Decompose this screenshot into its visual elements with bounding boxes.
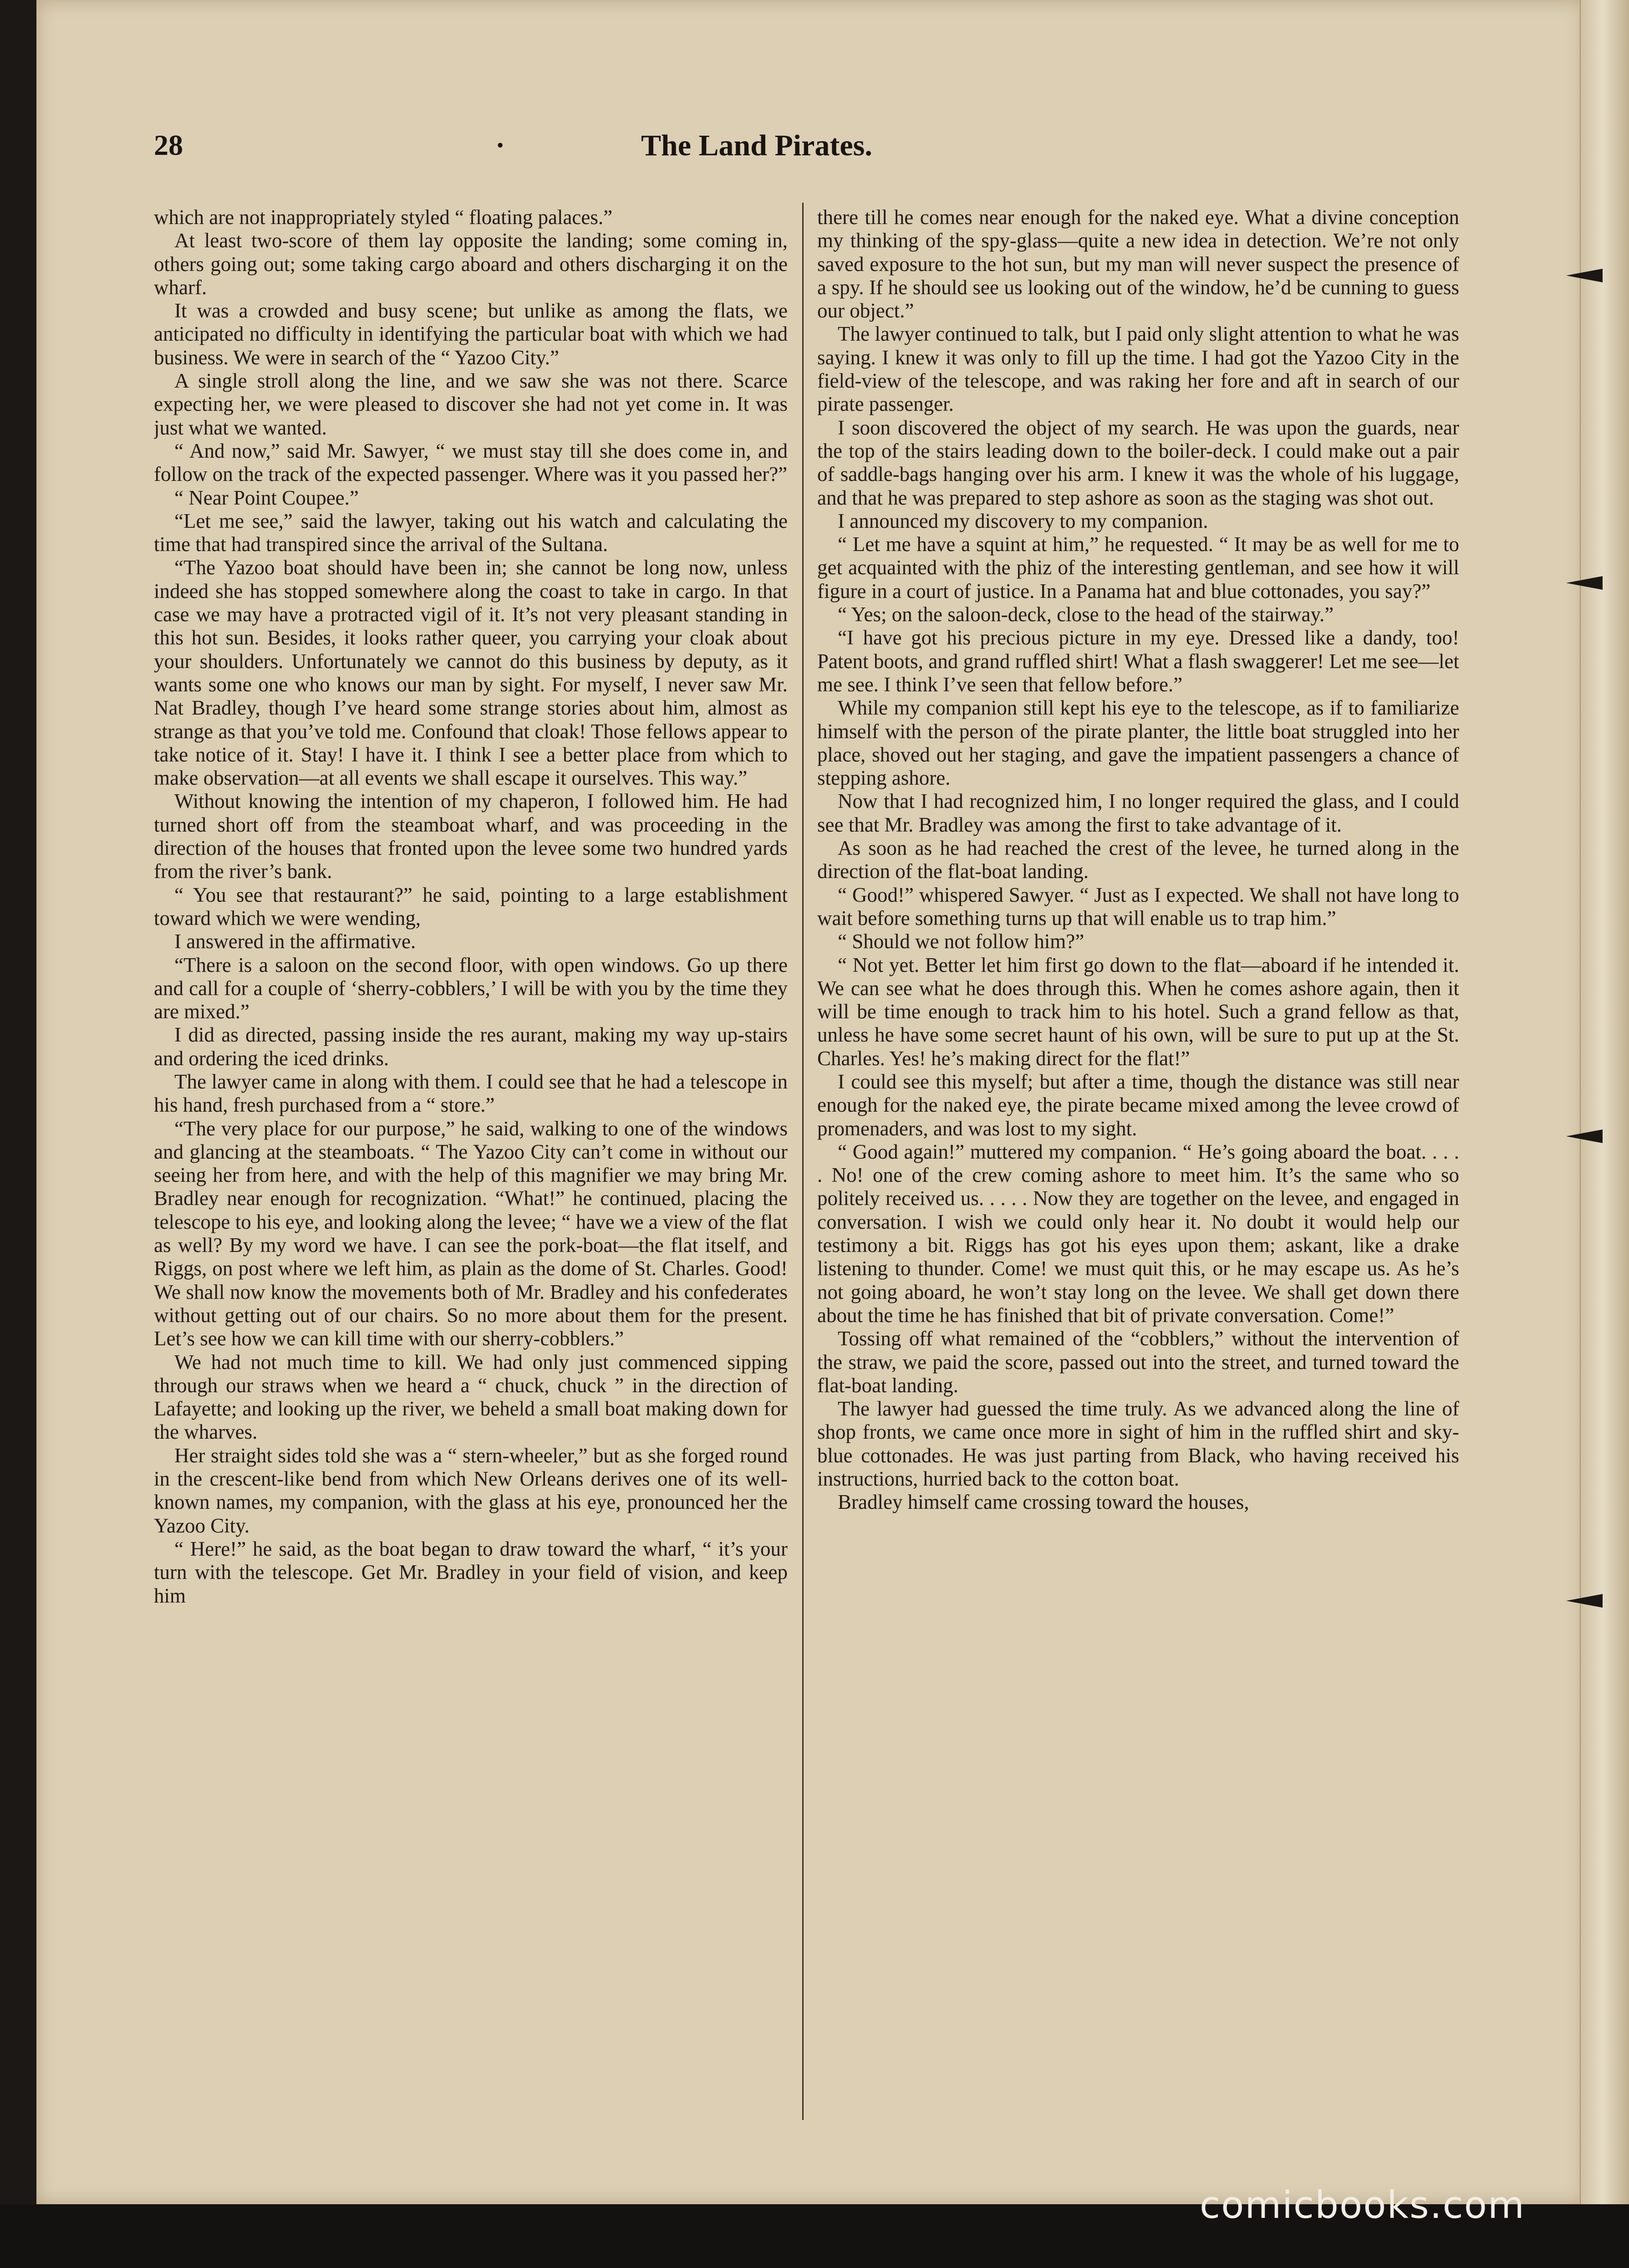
paragraph: “ Near Point Coupee.” xyxy=(174,486,359,509)
paragraph: The lawyer came in along with them. I could see that he had a telescope in his hand, fresh purchased from a “ store.” xyxy=(154,1070,788,1117)
page-edge xyxy=(1580,0,1629,2204)
paragraph: Now that I had recognized him, I no longer required the glass, and I could see that Mr. Bradley was among the first to take advantage of it. xyxy=(817,790,1459,836)
paragraph: “The very place for our purpose,” he said, walking to one of the windows and glancing at the steamboats. “ The Yazoo City can’t come in without our seeing her from here, and with the help of this magnifier we may bring Mr. Bradley near enough for recognization. “What!” he continued, placing the telescope to his eye, and looking along the levee; “ have we a view of the flat as well? By my word we have. I can see the pork-boat—the flat itself, and Riggs, on post where we left him, as plain as the dome of St. Charles. Good! We shall now know the movements both of Mr. Bradley and his confederates without getting out of our chairs. So no more about them for the present. Let’s see how we can kill time with our sherry-cobblers.” xyxy=(154,1117,788,1350)
paragraph: “ Should we not follow him?” xyxy=(838,930,1084,953)
paragraph: “The Yazoo boat should have been in; she cannot be long now, unless indeed she has stopped somewhere along the coast to take in cargo. In that case we may have a protracted vigil of it. It’s not very pleasant standing in this hot sun. Besides, it looks rather queer, you carrying your cloak about your shoulders. Unfortunately we cannot do this business by deputy, as it wants some one who knows our man by sight. For myself, I never saw Mr. Nat Bradley, though I’ve heard some strange stories about him, almost as strange as that you’ve told me. Confound that cloak! Those fellows appear to take notice of it. Stay! I have it. I think I see a better place from which to make observation—at all events we shall escape it ourselves. This way.” xyxy=(154,556,788,790)
paragraph: The lawyer continued to talk, but I paid only slight attention to what he was saying. I knew it was only to fill up the time. I had got the Yazoo City in the field-view of the telescope, and was raking her fore and aft in search of our pirate passenger. xyxy=(817,322,1459,416)
paragraph: We had not much time to kill. We had only just commenced sipping through our straws when we heard a “ chuck, chuck ” in the direction of Lafayette; and looking up the river, we beheld a small boat making down for the wharves. xyxy=(154,1350,788,1444)
paragraph: I did as directed, passing inside the res aurant, making my way up-stairs and ordering the iced drinks. xyxy=(154,1023,788,1070)
header-separator: · xyxy=(495,129,505,161)
paragraph: “ You see that restaurant?” he said, pointing to a large establishment toward which we were wending, xyxy=(154,883,788,930)
paragraph: The lawyer had guessed the time truly. As we advanced along the line of shop fronts, we came once more in sight of him in the ruffled shirt and sky-blue cottonades. He was just parting from Black, who having received his instructions, hurried back to the cotton boat. xyxy=(817,1397,1459,1491)
paragraph: As soon as he had reached the crest of the levee, he turned along in the direction of the flat-boat landing. xyxy=(817,837,1459,883)
paragraph: there till he comes near enough for the naked eye. What a divine conception my thinking of the spy-glass—quite a new idea in detection. We’re not only saved exposure to the hot sun, but my man will never suspect the presence of a spy. If he should see us looking out of the window, he’d be cunning to guess our object.” xyxy=(817,206,1459,322)
paragraph: I answered in the affirmative. xyxy=(174,930,416,953)
paragraph: “ Good!” whispered Sawyer. “ Just as I expected. We shall not have long to wait before something turns up that will enable us to trap him.” xyxy=(817,883,1459,930)
paragraph: “ Yes; on the saloon-deck, close to the head of the stairway.” xyxy=(838,603,1334,626)
paragraph: At least two-score of them lay opposite the landing; some coming in, others going out; some taking cargo aboard and others discharging it on the wharf. xyxy=(154,229,788,299)
paragraph: “I have got his precious picture in my eye. Dressed like a dandy, too! Patent boots, and grand ruffled shirt! What a flash swaggerer! Let me see—let me see. I think I’ve seen that fellow before.” xyxy=(817,626,1459,696)
paragraph: I could see this myself; but after a time, though the distance was still near enough for the naked eye, the pirate became mixed among the levee crowd of promenaders, and was lost to my sight. xyxy=(817,1070,1459,1140)
paragraph: Her straight sides told she was a “ stern-wheeler,” but as she forged round in the crescent-like bend from which New Orleans derives one of its well-known names, my companion, with the glass at his eye, pronounced her the Yazoo City. xyxy=(154,1444,788,1537)
paragraph: “ Here!” he said, as the boat began to draw toward the wharf, “ it’s your turn with the telescope. Get Mr. Bradley in your field of vision, and keep him xyxy=(154,1537,788,1607)
paragraph: “ Let me have a squint at him,” he requested. “ It may be as well for me to get acquainted with the phiz of the interesting gentleman, and see how it will figure in a court of justice. In a Panama hat and blue cottonades, you say?” xyxy=(817,533,1459,603)
paragraph: “ And now,” said Mr. Sawyer, “ we must stay till she does come in, and follow on the track of the expected passenger. Where was it you passed her?” xyxy=(154,439,788,486)
page-title: The Land Pirates. xyxy=(641,129,872,162)
left-column xyxy=(154,206,788,2110)
paragraph: which are not inappropriately styled “ floating palaces.” xyxy=(154,206,613,229)
page-header xyxy=(154,128,1474,174)
paragraph: A single stroll along the line, and we saw she was not there. Scarce expecting her, we were pleased to discover she had not yet come in. It was just what we wanted. xyxy=(154,369,788,439)
paragraph: While my companion still kept his eye to the telescope, as if to familiarize himself with the person of the pirate planter, the little boat struggled into her place, shoved out her staging, and gave the impatient passengers a chance of stepping ashore. xyxy=(817,696,1459,790)
site-watermark: comicbooks.com xyxy=(1200,2184,1525,2227)
paragraph: “ Not yet. Better let him first go down to the flat—aboard if he intended it. We can see what he does through this. When he comes ashore again, then it will be time enough to track him to his hotel. Such a grand fellow as that, unless he have some secret haunt of his own, will be sure to put up at the St. Charles. Yes! he’s making direct for the flat!” xyxy=(817,953,1459,1070)
paragraph: Bradley himself came crossing toward the houses, xyxy=(838,1491,1249,1514)
paragraph: Tossing off what remained of the “cobblers,” without the intervention of the straw, we paid the score, passed out into the street, and turned toward the flat-boat landing. xyxy=(817,1327,1459,1397)
book-spine xyxy=(0,0,36,2268)
paragraph: “There is a saloon on the second floor, with open windows. Go up there and call for a couple of ‘sherry-cobblers,’ I will be with you by the time they are mixed.” xyxy=(154,953,788,1023)
paragraph: I announced my discovery to my companion. xyxy=(838,509,1208,532)
paragraph: “ Good again!” muttered my companion. “ He’s going aboard the boat. . . . . No! one of the crew coming ashore to meet him. It’s the same who so politely received us. . . . . Now they are together on the levee, and engaged in conversation. I wish we could only hear it. No doubt it would help our testimony a bit. Riggs has got his eyes upon them; askant, like a drake listening to thunder. Come! we must quit this, or he may escape us. As he’s not going aboard, he won’t stay long on the levee. We shall get down there about the time he has finished that bit of private conversation. Come!” xyxy=(817,1140,1459,1327)
column-divider xyxy=(802,203,804,2120)
right-column xyxy=(817,206,1459,2110)
paragraph: “Let me see,” said the lawyer, taking out his watch and calculating the time that had transpired since the arrival of the Sultana. xyxy=(154,509,788,556)
page-number: 28 xyxy=(154,129,183,161)
paragraph: It was a crowded and busy scene; but unlike as among the flats, we anticipated no difficulty in identifying the particular boat with which we had business. We were in search of the “ Yazoo City.” xyxy=(154,299,788,369)
paragraph: Without knowing the intention of my chaperon, I followed him. He had turned short off from the steamboat wharf, and was proceeding in the direction of the houses that fronted upon the levee some two hundred yards from the river’s bank. xyxy=(154,790,788,883)
paragraph: I soon discovered the object of my search. He was upon the guards, near the top of the stairs leading down to the boiler-deck. I could make out a pair of saddle-bags hanging over his arm. I knew it was the whole of his luggage, and that he was prepared to step ashore as soon as the staging was shot out. xyxy=(817,416,1459,509)
